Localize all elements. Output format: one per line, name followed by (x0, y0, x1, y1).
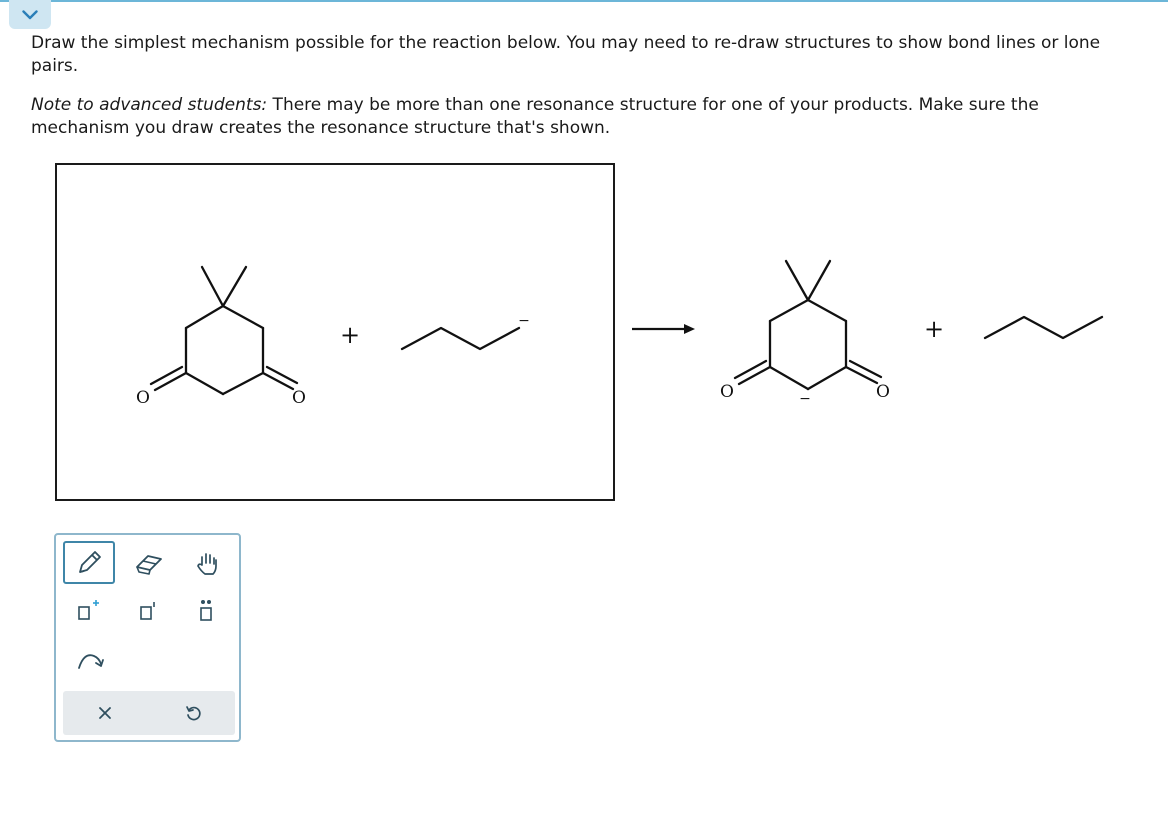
negative-charge-icon (133, 598, 163, 624)
reactant2-charge: − (518, 313, 530, 329)
collapse-toggle-button[interactable] (9, 0, 51, 29)
product-propane (985, 317, 1102, 338)
instruction-text: Draw the simplest mechanism possible for the reaction below. You may need to re-draw structures to show bond lines or lone pairs. (31, 33, 1101, 76)
reaction-arrow (632, 324, 695, 334)
lone-pair-tool-button[interactable] (186, 593, 226, 629)
product1-oxygen-right: O (876, 382, 890, 402)
curved-arrow-icon (74, 648, 106, 674)
undo-icon (184, 704, 202, 722)
product1-oxygen-left: O (720, 382, 734, 402)
reactant1-oxygen-right: O (292, 388, 306, 408)
pencil-icon (74, 548, 104, 578)
eraser-tool-button[interactable] (124, 543, 174, 583)
product1-charge: − (799, 391, 811, 407)
product-enolate (735, 261, 881, 389)
top-accent-line (0, 0, 1168, 2)
pencil-tool-button[interactable] (63, 541, 115, 584)
chevron-down-icon (22, 10, 38, 20)
advanced-note-text: There may be more than one resonance structure for one of your products. Make sure the mechanism you draw creates the resonance structure that's shown. (31, 95, 1039, 138)
curved-arrow-tool-button[interactable] (68, 643, 112, 679)
drawing-canvas[interactable] (55, 163, 615, 501)
undo-button[interactable] (175, 697, 211, 729)
hand-tool-button[interactable] (184, 543, 232, 583)
plus-sign-2: + (923, 315, 945, 343)
drawing-toolbox (54, 533, 241, 742)
advanced-note (31, 94, 1141, 139)
question-instructions (31, 32, 1141, 156)
positive-charge-tool-button[interactable] (68, 593, 108, 629)
reactant1-oxygen-left: O (136, 388, 150, 408)
lone-pair-icon (191, 597, 221, 625)
positive-charge-icon (73, 598, 103, 624)
toolbox-action-bar (63, 691, 235, 735)
advanced-note-label: Note to advanced students: (31, 95, 268, 115)
close-icon (97, 705, 113, 721)
plus-sign-1: + (339, 321, 361, 349)
hand-icon (195, 549, 221, 577)
negative-charge-tool-button[interactable] (128, 593, 168, 629)
eraser-icon (134, 550, 164, 576)
clear-button[interactable] (87, 697, 123, 729)
